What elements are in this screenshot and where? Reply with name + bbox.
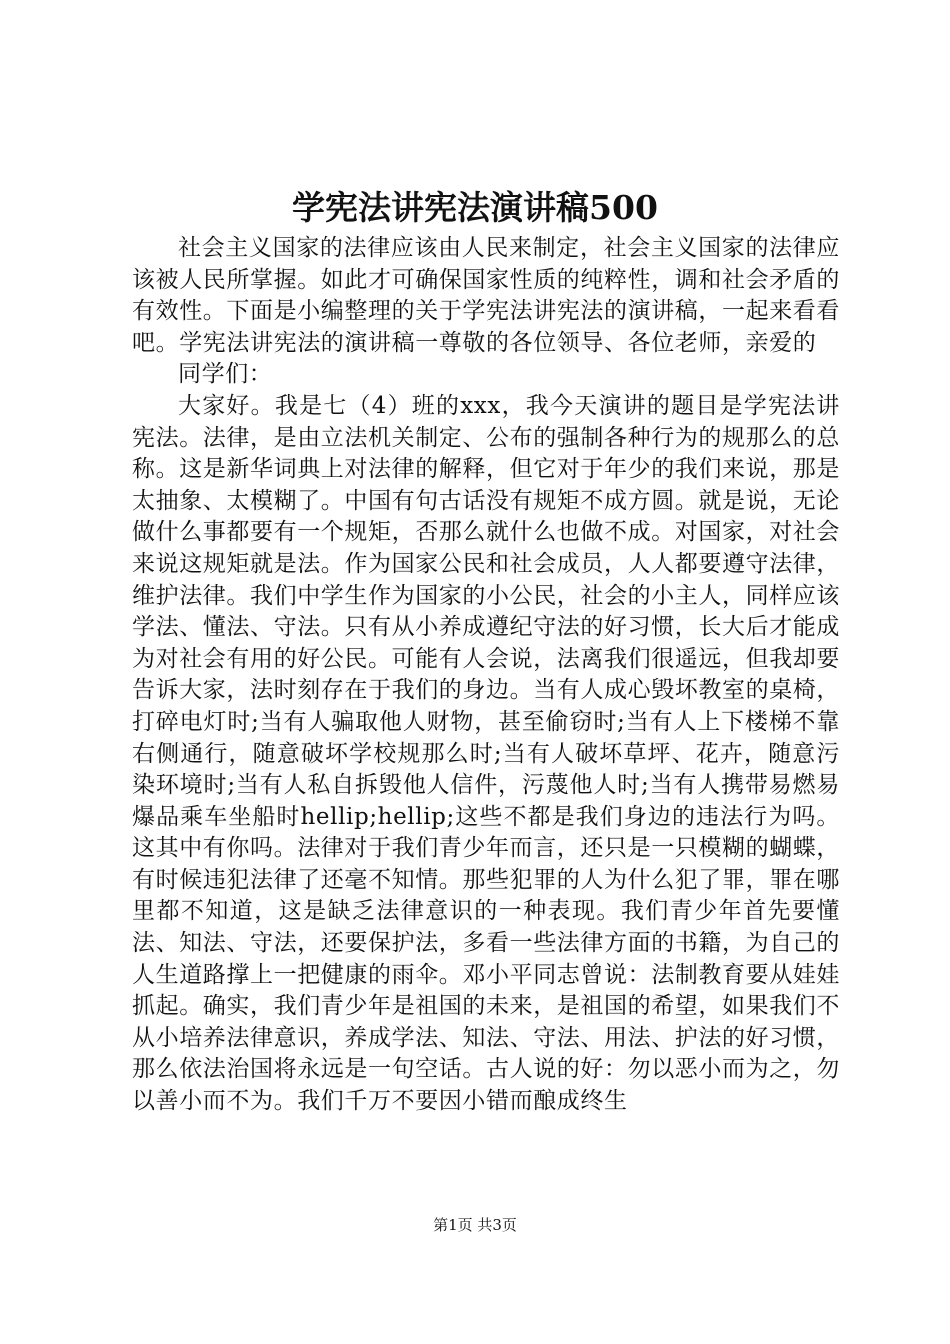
paragraph-greeting: 同学们： (178, 361, 273, 388)
document-body (132, 233, 840, 1118)
document-title: 学宪法讲宪法演讲稿500 (292, 188, 658, 227)
paragraph-intro: 社会主义国家的法律应该由人民来制定，社会主义国家的法律应该被人民所掌握。如此才可确保国家性质的纯粹性，调和社会矛盾的有效性。下面是小编整理的关于学宪法讲宪法的演讲稿，一起来看看吧。学宪法讲宪法的演讲稿一尊敬的各位领导、各位老师，亲爱的 (132, 235, 840, 356)
page-footer: 第1页 共3页 (433, 1216, 517, 1234)
paragraph-main: 大家好。我是七（4）班的xxx，我今天演讲的题目是学宪法讲宪法。法律，是由立法机关制定、公布的强制各种行为的规那么的总称。这是新华词典上对法律的解释，但它对于年少的我们来说，那是太抽象、太模糊了。中国有句古话没有规矩不成方圆。就是说，无论做什么事都要有一个规矩，否那么就什么也做不成。对国家，对社会来说这规矩就是法。作为国家公民和社会成员，人人都要遵守法律，维护法律。我们中学生作为国家的小公民，社会的小主人，同样应该学法、懂法、守法。只有从小养成遵纪守法的好习惯，长大后才能成为对社会有用的好公民。可能有人会说，法离我们很遥远，但我却要告诉大家，法时刻存在于我们的身边。当有人成心毁坏教室的桌椅，打碎电灯时;当有人骗取他人财物，甚至偷窃时;当有人上下楼梯不靠右侧通行，随意破坏学校规那么时;当有人破坏草坪、花卉，随意污染环境时;当有人私自拆毁他人信件，污蔑他人时;当有人携带易燃易爆品乘车坐船时hellip;hellip;这些不都是我们身边的违法行为吗。这其中有你吗。法律对于我们青少年而言，还只是一只模糊的蝴蝶，有时候违犯法律了还毫不知情。那些犯罪的人为什么犯了罪，罪在哪里都不知道，这是缺乏法律意识的一种表现。我们青少年首先要懂法、知法、守法，还要保护法，多看一些法律方面的书籍，为自己的人生道路撑上一把健康的雨伞。邓小平同志曾说：法制教育要从娃娃抓起。确实，我们青少年是祖国的未来，是祖国的希望，如果我们不从小培养法律意识，养成学法、知法、守法、用法、护法的好习惯，那么依法治国将永远是一句空话。古人说的好：勿以恶小而为之，勿以善小而不为。我们千万不要因小错而酿成终生 (132, 392, 840, 1115)
